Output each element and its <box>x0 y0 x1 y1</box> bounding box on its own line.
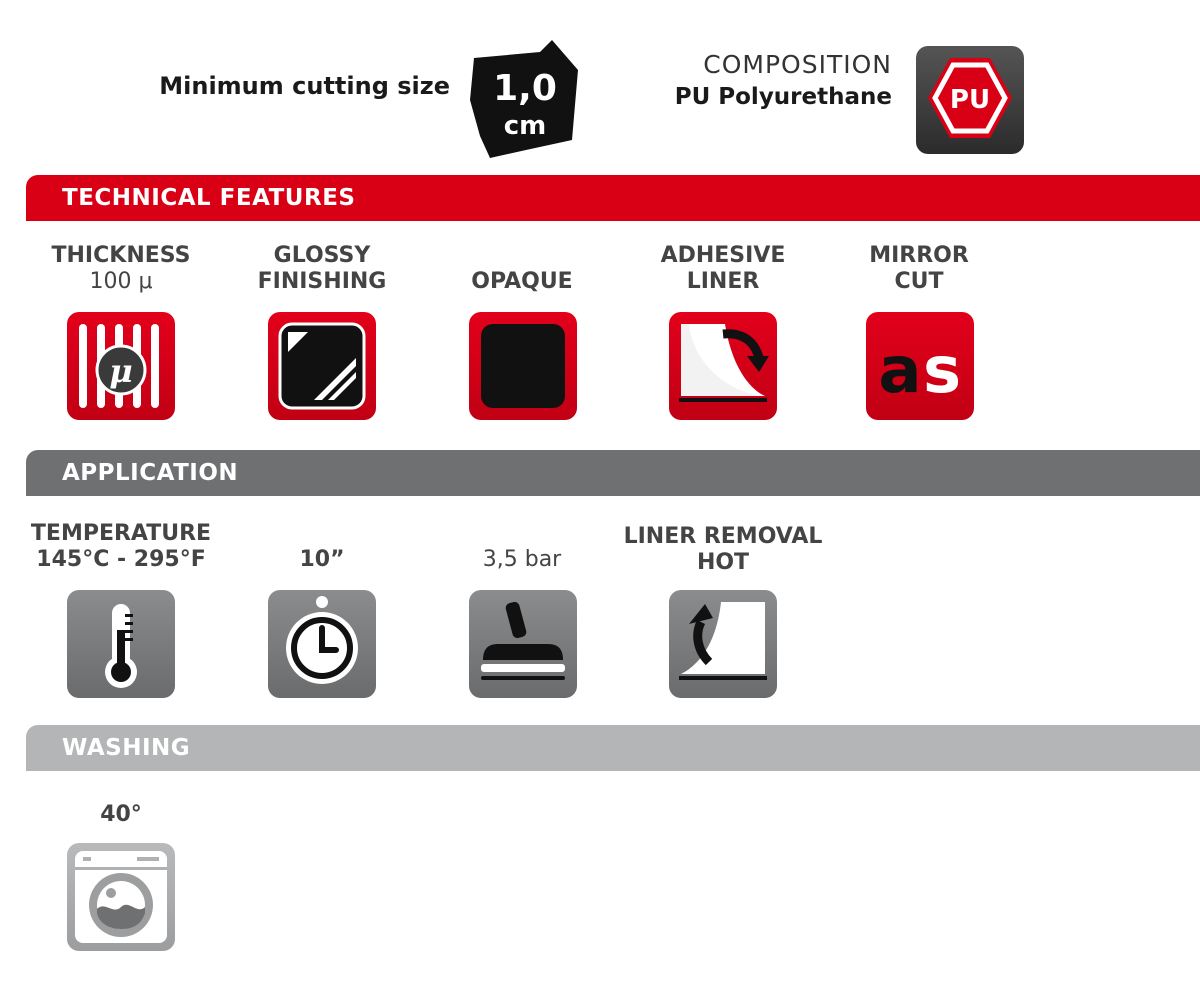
press-icon <box>469 590 577 698</box>
washing-temp-label: 40° <box>100 802 142 827</box>
composition-title: COMPOSITION <box>703 50 892 79</box>
application-header <box>26 450 1200 496</box>
time-label: 10” <box>299 547 345 572</box>
thermometer-icon <box>67 590 175 698</box>
technical-features-header <box>26 175 1200 221</box>
temperature-label: TEMPERATURE 145°C - 295°F <box>30 521 212 572</box>
pu-hexagon-icon <box>916 46 1024 154</box>
opaque-label: OPAQUE <box>471 269 573 294</box>
cutting-size-badge <box>470 40 582 162</box>
svg-text:PU: PU <box>949 85 991 115</box>
thickness-label: THICKNESS 100 μ <box>51 243 191 294</box>
cut-unit: cm <box>503 111 547 141</box>
technical-features-title: TECHNICAL FEATURES <box>62 185 356 211</box>
stopwatch-icon <box>268 590 376 698</box>
cut-value: 1,0 <box>493 68 557 109</box>
washing-machine-icon <box>67 843 175 951</box>
mirror-cut-label: MIRROR CUT <box>869 243 969 294</box>
adhesive-liner-label: ADHESIVE LINER <box>660 243 786 294</box>
liner-removal-icon <box>669 590 777 698</box>
min-cutting-size-label: Minimum cutting size <box>159 72 450 100</box>
glossy-label: GLOSSY FINISHING <box>257 243 387 294</box>
glossy-finish-icon <box>268 312 376 420</box>
adhesive-liner-icon <box>669 312 777 420</box>
washing-title: WASHING <box>62 735 191 761</box>
liner-removal-label: LINER REMOVAL HOT <box>623 524 823 575</box>
washing-header <box>26 725 1200 771</box>
pressure-label: 3,5 bar <box>482 547 562 572</box>
svg-text:s: s <box>922 334 962 408</box>
application-title: APPLICATION <box>62 460 239 486</box>
mirror-cut-icon <box>866 312 974 420</box>
opaque-square-icon <box>469 312 577 420</box>
svg-text:μ: μ <box>109 352 133 390</box>
composition-value: PU Polyurethane <box>674 84 892 110</box>
svg-text:a: a <box>878 334 922 408</box>
thickness-mu-icon <box>67 312 175 420</box>
